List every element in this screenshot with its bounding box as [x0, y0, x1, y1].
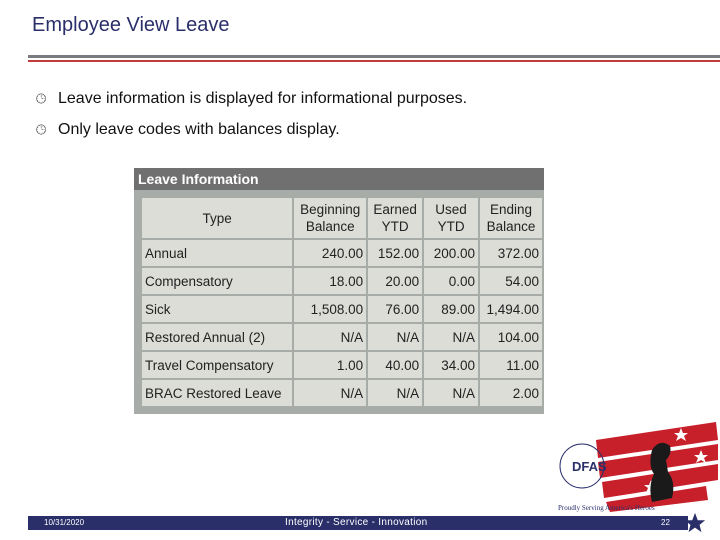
beginning-balance: N/A	[294, 324, 366, 350]
header-used-ytd: Used YTD	[424, 198, 478, 238]
bullet-list	[36, 88, 467, 150]
leave-type: Sick	[142, 296, 292, 322]
leave-type: BRAC Restored Leave	[142, 380, 292, 406]
table-row	[142, 240, 542, 266]
leave-type: Travel Compensatory	[142, 352, 292, 378]
earned-ytd: N/A	[368, 380, 422, 406]
slide-title: Employee View Leave	[32, 14, 230, 36]
ending-balance: 2.00	[480, 380, 542, 406]
beginning-balance: 1.00	[294, 352, 366, 378]
title-rule-gray	[28, 55, 720, 58]
used-ytd: 200.00	[424, 240, 478, 266]
footer-motto: Integrity - Service - Innovation	[285, 517, 428, 528]
leave-type: Annual	[142, 240, 292, 266]
used-ytd: N/A	[424, 324, 478, 350]
earned-ytd: 152.00	[368, 240, 422, 266]
leave-type: Restored Annual (2)	[142, 324, 292, 350]
header-earned-ytd: Earned YTD	[368, 198, 422, 238]
table-row	[142, 324, 542, 350]
earned-ytd: 20.00	[368, 268, 422, 294]
dfas-logo	[556, 420, 718, 512]
beginning-balance: 1,508.00	[294, 296, 366, 322]
page-number: 22	[661, 518, 670, 527]
header-beginning-balance: Beginning Balance	[294, 198, 366, 238]
leave-type: Compensatory	[142, 268, 292, 294]
title-rule-red	[28, 60, 720, 62]
table-row	[142, 380, 542, 406]
table-row	[142, 352, 542, 378]
leave-table	[140, 196, 544, 408]
table-row	[142, 268, 542, 294]
table-row	[142, 296, 542, 322]
earned-ytd: N/A	[368, 324, 422, 350]
leave-information-panel	[134, 168, 544, 414]
earned-ytd: 76.00	[368, 296, 422, 322]
ending-balance: 1,494.00	[480, 296, 542, 322]
used-ytd: 89.00	[424, 296, 478, 322]
used-ytd: N/A	[424, 380, 478, 406]
bullet-text: Leave information is displayed for informational purposes.	[58, 90, 468, 107]
clock-bullet-icon: 🕒︎	[36, 122, 47, 137]
header-type: Type	[142, 198, 292, 238]
footer-date: 10/31/2020	[44, 518, 85, 527]
used-ytd: 0.00	[424, 268, 478, 294]
clock-bullet-icon: 🕒︎	[36, 91, 47, 106]
bullet-item	[36, 119, 467, 141]
bullet-text: Only leave codes with balances display.	[58, 121, 340, 138]
logo-motto: Proudly Serving America's Heroes	[558, 504, 655, 512]
beginning-balance: 240.00	[294, 240, 366, 266]
ending-balance: 372.00	[480, 240, 542, 266]
earned-ytd: 40.00	[368, 352, 422, 378]
header-ending-balance: Ending Balance	[480, 198, 542, 238]
beginning-balance: 18.00	[294, 268, 366, 294]
ending-balance: 54.00	[480, 268, 542, 294]
header-row	[142, 198, 542, 238]
ending-balance: 104.00	[480, 324, 542, 350]
bullet-item	[36, 88, 467, 110]
footer-bar	[28, 516, 688, 530]
logo-brand: DFAS	[572, 459, 607, 474]
star-icon	[684, 512, 706, 534]
beginning-balance: N/A	[294, 380, 366, 406]
panel-title: Leave Information	[134, 168, 544, 190]
used-ytd: 34.00	[424, 352, 478, 378]
ending-balance: 11.00	[480, 352, 542, 378]
